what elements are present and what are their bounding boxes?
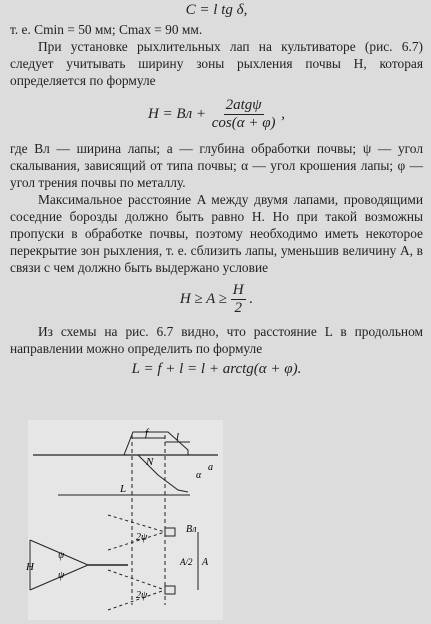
formula-h-denominator: cos(α + φ) bbox=[211, 115, 276, 131]
formula-condition-left: H ≥ A ≥ bbox=[179, 290, 228, 307]
formula-h-numerator: 2atgψ bbox=[225, 97, 262, 113]
paragraph-2: где Bл — ширина лапы; a — глубина обработки почвы; ψ — угол скалывания, зависящий от типа почвы; α — угол крошения лапы; φ — угол трения почвы по металлу. bbox=[10, 141, 423, 190]
formula-l: L = f + l = l + arctg(α + φ). bbox=[131, 361, 302, 377]
paragraph-4: Из схемы на рис. 6.7 видно, что расстояние L в продольном направлении можно определить по формуле bbox=[10, 324, 423, 356]
label-psi-2: ψ bbox=[58, 570, 65, 581]
label-l: l bbox=[176, 431, 180, 443]
formula-h-tail: , bbox=[281, 105, 286, 122]
formula-condition-denominator: 2 bbox=[234, 300, 242, 316]
label-H: H bbox=[26, 561, 34, 573]
label-2psi-1: 2ψ bbox=[136, 532, 148, 543]
formula-condition bbox=[10, 282, 423, 317]
formula-condition-fraction bbox=[231, 282, 246, 317]
label-psi-1: ψ bbox=[58, 550, 65, 561]
formula-c: C = l tg δ, bbox=[185, 2, 248, 18]
label-A2: A/2 bbox=[180, 557, 193, 567]
label-A: A bbox=[202, 557, 209, 568]
formula-h-left: H = Bл + bbox=[147, 105, 206, 122]
line-te: т. е. Cmin = 50 мм; Cmax = 90 мм. bbox=[10, 22, 203, 37]
formula-h bbox=[10, 97, 423, 132]
text-body bbox=[10, 2, 423, 378]
figure-cultivator-scheme bbox=[28, 420, 223, 620]
label-alpha: α bbox=[196, 470, 202, 481]
formula-condition-tail: . bbox=[249, 290, 254, 307]
paragraph-3: Максимальное расстояние A между двумя лапами, проводящими соседние борозды должно быть равно H. Но при такой возможны пропуски в обработке почвы, поэтому необходимо иметь некоторое перекрытие зон рыхления, т. е. сблизить лапы, уменьшив величину A, в связи с чем должно быть выдержано условие bbox=[10, 192, 423, 275]
label-a: a bbox=[208, 462, 213, 473]
label-L: L bbox=[120, 483, 127, 495]
formula-h-fraction bbox=[210, 97, 278, 132]
label-f: f bbox=[145, 427, 149, 439]
label-bl: Bл bbox=[186, 524, 197, 535]
formula-condition-numerator: H bbox=[232, 282, 244, 298]
label-n: N bbox=[146, 456, 154, 468]
label-2psi-2: 2ψ bbox=[136, 590, 148, 601]
paragraph-1: При установке рыхлительных лап на культиваторе (рис. 6.7) следует учитывать ширину зоны рыхления почвы H, которая определяется по формуле bbox=[10, 39, 423, 88]
